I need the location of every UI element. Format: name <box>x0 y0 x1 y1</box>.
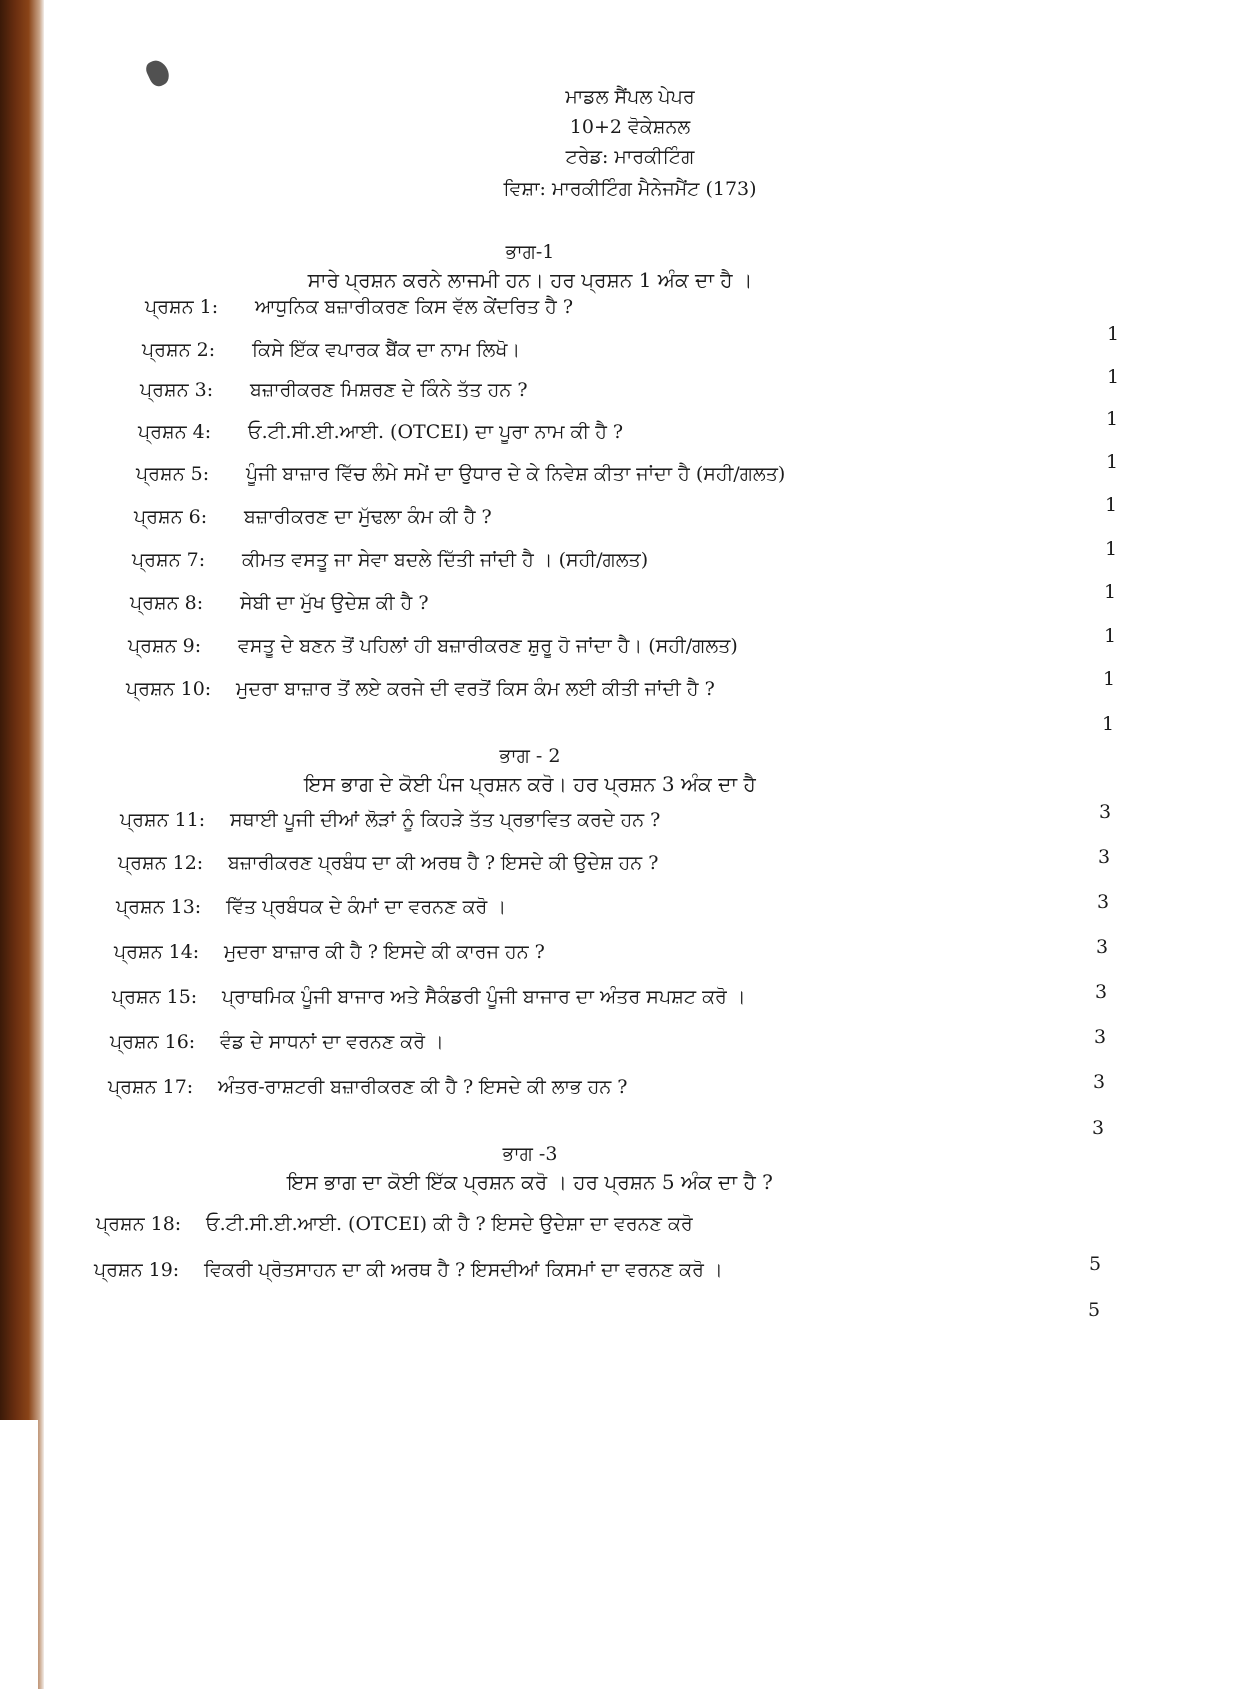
section-3-title: ਭਾਗ -3 <box>502 1143 558 1165</box>
header-class: 10+2 ਵੋਕੇਸ਼ਨਲ <box>569 116 691 138</box>
question-text: ਆਧੁਨਿਕ ਬਜ਼ਾਰੀਕਰਣ ਕਿਸ ਵੱਲ ਕੇਂਦਰਿਤ ਹੈ ? <box>255 296 574 318</box>
mark-value: 3 <box>1091 1117 1105 1139</box>
question-text: ਪੂੰਜੀ ਬਾਜ਼ਾਰ ਵਿੱਚ ਲੰਮੇ ਸਮੇਂ ਦਾ ਉਧਾਰ ਦੇ ਕੇ ਨਿਵੇਸ਼ ਕੀਤਾ ਜਾਂਦਾ ਹੈ (ਸਹੀ/ਗਲਤ) <box>246 463 786 485</box>
mark-value: 1 <box>1101 713 1115 735</box>
question-text: ਅੰਤਰ-ਰਾਸ਼ਟਰੀ ਬਜ਼ਾਰੀਕਰਣ ਕੀ ਹੈ ? ਇਸਦੇ ਕੀ ਲਾਭ ਹਨ ? <box>218 1076 628 1098</box>
mark-value: 1 <box>1104 494 1118 516</box>
question-label: ਪ੍ਰਸ਼ਨ 2: <box>142 339 216 361</box>
mark-value: 3 <box>1096 891 1110 913</box>
section-3-instruction: ਇਸ ਭਾਗ ਦਾ ਕੋਈ ਇੱਕ ਪ੍ਰਸ਼ਨ ਕਰੋ । ਹਰ ਪ੍ਰਸ਼ਨ 5 ਅੰਕ ਦਾ ਹੈ ? <box>287 1170 773 1194</box>
question-label: ਪ੍ਰਸ਼ਨ 3: <box>140 379 214 401</box>
question-label: ਪ੍ਰਸ਼ਨ 15: <box>112 986 198 1008</box>
section-2-title: ਭਾਗ - 2 <box>499 745 561 767</box>
question-label: ਪ੍ਰਸ਼ਨ 1: <box>145 296 219 318</box>
mark-value: 3 <box>1094 981 1108 1003</box>
question-text: ਵਿੱਤ ਪ੍ਰਬੰਧਕ ਦੇ ਕੰਮਾਂ ਦਾ ਵਰਨਣ ਕਰੋ । <box>226 896 507 918</box>
question-label: ਪ੍ਰਸ਼ਨ 17: <box>108 1076 194 1098</box>
mark-value: 1 <box>1104 538 1118 560</box>
question-text: ਵਿਕਰੀ ਪ੍ਰੋਤਸਾਹਨ ਦਾ ਕੀ ਅਰਥ ਹੈ ? ਇਸਦੀਆਂ ਕਿਸਮਾਂ ਦਾ ਵਰਨਣ ਕਰੋ । <box>204 1259 723 1281</box>
section-2-instruction: ਇਸ ਭਾਗ ਦੇ ਕੋਈ ਪੰਜ ਪ੍ਰਸ਼ਨ ਕਰੋ। ਹਰ ਪ੍ਰਸ਼ਨ 3 ਅੰਕ ਦਾ ਹੈ <box>304 772 756 796</box>
question-label: ਪ੍ਰਸ਼ਨ 14: <box>114 941 200 963</box>
header-subject: ਵਿਸ਼ਾ: ਮਾਰਕੀਟਿੰਗ ਮੈਨੇਜਮੈਂਟ (173) <box>503 178 757 200</box>
question-label: ਪ੍ਰਸ਼ਨ 18: <box>96 1213 182 1235</box>
question-text: ਸੇਬੀ ਦਾ ਮੁੱਖ ਉਦੇਸ਼ ਕੀ ਹੈ ? <box>240 592 429 614</box>
section-1-title: ਭਾਗ-1 <box>505 241 555 263</box>
question-text: ਕਿਸੇ ਇੱਕ ਵਪਾਰਕ ਬੈਂਕ ਦਾ ਨਾਮ ਲਿਖੋ। <box>252 339 521 361</box>
page-edge-white <box>0 1420 38 1689</box>
ink-mark <box>143 57 172 89</box>
mark-value: 1 <box>1105 408 1119 430</box>
mark-value: 3 <box>1095 936 1109 958</box>
question-text: ਮੁਦਰਾ ਬਾਜ਼ਾਰ ਕੀ ਹੈ ? ਇਸਦੇ ਕੀ ਕਾਰਜ ਹਨ ? <box>224 941 545 963</box>
question-label: ਪ੍ਰਸ਼ਨ 12: <box>118 852 204 874</box>
header-title: ਮਾਡਲ ਸੈਂਪਲ ਪੇਪਰ <box>565 86 695 108</box>
mark-value: 5 <box>1087 1299 1101 1321</box>
question-label: ਪ੍ਰਸ਼ਨ 6: <box>134 506 208 528</box>
header-trade: ਟਰੇਡ: ਮਾਰਕੀਟਿੰਗ <box>565 146 695 168</box>
mark-value: 3 <box>1093 1026 1107 1048</box>
question-label: ਪ੍ਰਸ਼ਨ 16: <box>110 1031 196 1053</box>
question-text: ਕੀਮਤ ਵਸਤੂ ਜਾ ਸੇਵਾ ਬਦਲੇ ਦਿੱਤੀ ਜਾਂਦੀ ਹੈ । (ਸਹੀ/ਗਲਤ) <box>242 549 649 571</box>
question-text: ਬਜ਼ਾਰੀਕਰਣ ਮਿਸ਼ਰਣ ਦੇ ਕਿੰਨੇ ਤੱਤ ਹਨ ? <box>250 379 528 401</box>
question-text: ਵੰਡ ਦੇ ਸਾਧਨਾਂ ਦਾ ਵਰਨਣ ਕਰੋ । <box>220 1031 444 1053</box>
mark-value: 5 <box>1088 1253 1102 1275</box>
mark-value: 1 <box>1105 451 1119 473</box>
question-text: ਮੁਦਰਾ ਬਾਜ਼ਾਰ ਤੋਂ ਲਏ ਕਰਜੇ ਦੀ ਵਰਤੋਂ ਕਿਸ ਕੰਮ ਲਈ ਕੀਤੀ ਜਾਂਦੀ ਹੈ ? <box>236 678 715 700</box>
question-label: ਪ੍ਰਸ਼ਨ 7: <box>132 549 206 571</box>
question-text: ਬਜ਼ਾਰੀਕਰਣ ਦਾ ਮੁੱਢਲਾ ਕੰਮ ਕੀ ਹੈ ? <box>244 506 492 528</box>
question-label: ਪ੍ਰਸ਼ਨ 10: <box>126 678 212 700</box>
question-text: ਵਸਤੂ ਦੇ ਬਣਨ ਤੋਂ ਪਹਿਲਾਂ ਹੀ ਬਜ਼ਾਰੀਕਰਣ ਸ਼ੁਰੂ ਹੋ ਜਾਂਦਾ ਹੈ। (ਸਹੀ/ਗਲਤ) <box>238 635 738 657</box>
mark-value: 3 <box>1092 1071 1106 1093</box>
question-label: ਪ੍ਰਸ਼ਨ 4: <box>138 421 212 443</box>
mark-value: 1 <box>1103 581 1117 603</box>
section-1-instruction: ਸਾਰੇ ਪ੍ਰਸ਼ਨ ਕਰਨੇ ਲਾਜਮੀ ਹਨ। ਹਰ ਪ੍ਰਸ਼ਨ 1 ਅੰਕ ਦਾ ਹੈ । <box>307 268 753 292</box>
mark-value: 1 <box>1103 625 1117 647</box>
question-label: ਪ੍ਰਸ਼ਨ 19: <box>94 1259 180 1281</box>
mark-value: 3 <box>1098 801 1112 823</box>
mark-value: 1 <box>1106 366 1120 388</box>
mark-value: 1 <box>1106 323 1120 345</box>
question-text: ਬਜ਼ਾਰੀਕਰਣ ਪ੍ਰਬੰਧ ਦਾ ਕੀ ਅਰਥ ਹੈ ? ਇਸਦੇ ਕੀ ਉਦੇਸ਼ ਹਨ ? <box>228 852 659 874</box>
mark-value: 3 <box>1097 846 1111 868</box>
question-label: ਪ੍ਰਸ਼ਨ 13: <box>116 896 202 918</box>
question-label: ਪ੍ਰਸ਼ਨ 9: <box>128 635 202 657</box>
question-text: ਓ.ਟੀ.ਸੀ.ਈ.ਆਈ. (OTCEI) ਦਾ ਪੂਰਾ ਨਾਮ ਕੀ ਹੈ ? <box>248 421 624 443</box>
question-text: ਸਥਾਈ ਪੂਜੀ ਦੀਆਂ ਲੋੜਾਂ ਨੂੰ ਕਿਹੜੇ ਤੱਤ ਪ੍ਰਭਾਵਿਤ ਕਰਦੇ ਹਨ ? <box>230 809 661 831</box>
question-label: ਪ੍ਰਸ਼ਨ 8: <box>130 592 204 614</box>
question-label: ਪ੍ਰਸ਼ਨ 5: <box>136 463 210 485</box>
question-text: ਓ.ਟੀ.ਸੀ.ਈ.ਆਈ. (OTCEI) ਕੀ ਹੈ ? ਇਸਦੇ ਉਦੇਸ਼ਾ ਦਾ ਵਰਨਣ ਕਰੋ <box>206 1213 693 1235</box>
mark-value: 1 <box>1102 668 1116 690</box>
question-label: ਪ੍ਰਸ਼ਨ 11: <box>120 809 206 831</box>
question-text: ਪ੍ਰਾਥਮਿਕ ਪੂੰਜੀ ਬਾਜਾਰ ਅਤੇ ਸੈਕੰਡਰੀ ਪੂੰਜੀ ਬਾਜਾਰ ਦਾ ਅੰਤਰ ਸਪਸ਼ਟ ਕਰੋ । <box>222 986 746 1008</box>
